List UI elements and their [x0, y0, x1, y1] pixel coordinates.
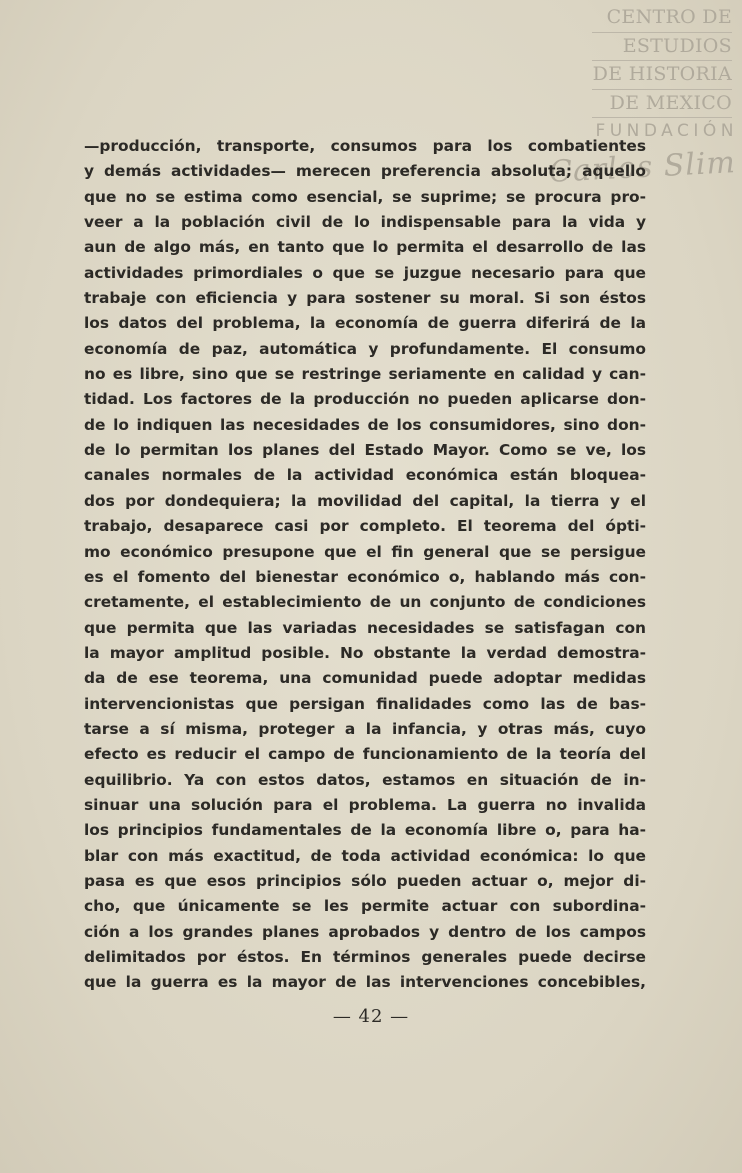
text-line: canales normales de la actividad económica están bloquea-	[84, 466, 646, 485]
text-line: sinuar una solución para el problema. La guerra no invalida	[84, 795, 646, 814]
text-line: que la guerra es la mayor de las intervenciones concebibles,	[84, 973, 646, 992]
text-line: actividades primordiales o que se juzgue necesario para que	[84, 263, 646, 282]
text-line: economía de paz, automática y profundamente. El consumo	[84, 339, 646, 358]
text-line: intervencionistas que persigan finalidades como las de bas-	[84, 694, 646, 713]
text-line: pasa es que esos principios sólo pueden actuar o, mejor di-	[84, 871, 646, 890]
text-line: es el fomento del bienestar económico o, hablando más con-	[84, 567, 646, 586]
text-line: los principios fundamentales de la economía libre o, para ha-	[84, 821, 646, 840]
text-line: delimitados por éstos. En términos generales puede decirse	[84, 948, 646, 966]
text-line: —producción, transporte, consumos para los combatientes	[84, 137, 646, 155]
text-line: que no se estima como esencial, se suprime; se procura pro-	[84, 187, 646, 206]
text-line: ción a los grandes planes aprobados y dentro de los campos	[84, 922, 646, 941]
text-line: cretamente, el establecimiento de un conjunto de condiciones	[84, 593, 646, 612]
text-line: trabajo, desaparece casi por completo. El teorema del ópti-	[84, 517, 646, 536]
text-line: tarse a sí misma, proteger a la infancia, y otras más, cuyo	[84, 719, 646, 738]
text-line: de lo permitan los planes del Estado Mayor. Como se ve, los	[84, 441, 646, 460]
text-line: la mayor amplitud posible. No obstante la verdad demostra-	[84, 643, 646, 662]
text-line: mo económico presupone que el fin general que se persigue	[84, 542, 646, 561]
text-line: tidad. Los factores de la producción no pueden aplicarse don-	[84, 390, 646, 409]
text-line: aun de algo más, en tanto que lo permita el desarrollo de las	[84, 238, 646, 257]
watermark-foundation: FUNDACIÓN	[595, 121, 738, 141]
page-number: — 42 —	[332, 1006, 410, 1027]
text-line: equilibrio. Ya con estos datos, estamos en situación de in-	[84, 770, 646, 789]
text-line: dos por dondequiera; la movilidad del capital, la tierra y el	[84, 491, 646, 510]
text-line: y demás actividades— merecen preferencia absoluta; aquello	[84, 162, 646, 181]
watermark-line: CENTRO DE	[606, 6, 732, 28]
watermark-line: DE HISTORIA	[592, 63, 732, 85]
archive-watermark	[582, 4, 732, 118]
text-line: veer a la población civil de lo indispensable para la vida y	[84, 213, 646, 232]
text-line: blar con más exactitud, de toda actividad económica: lo que	[84, 846, 646, 865]
watermark-rule	[592, 117, 732, 118]
watermark-line: DE MEXICO	[609, 91, 732, 114]
text-line: cho, que únicamente se les permite actuar con subordina-	[84, 897, 646, 916]
text-line: de lo indiquen las necesidades de los consumidores, sino don-	[84, 415, 646, 434]
text-line: no es libre, sino que se restringe seriamente en calidad y can-	[84, 365, 646, 384]
text-line: que permita que las variadas necesidades se satisfagan con	[84, 618, 646, 637]
text-line: da de ese teorema, una comunidad puede adoptar medidas	[84, 669, 646, 688]
text-line: los datos del problema, la economía de guerra diferirá de la	[84, 314, 646, 333]
watermark-line: ESTUDIOS	[622, 34, 732, 57]
watermark-signature: Carlos Slim	[548, 145, 737, 190]
text-line: efecto es reducir el campo de funcionamiento de la teoría del	[84, 745, 646, 764]
body-text	[84, 134, 646, 996]
text-line: trabaje con eficiencia y para sostener su moral. Si son éstos	[84, 289, 646, 308]
